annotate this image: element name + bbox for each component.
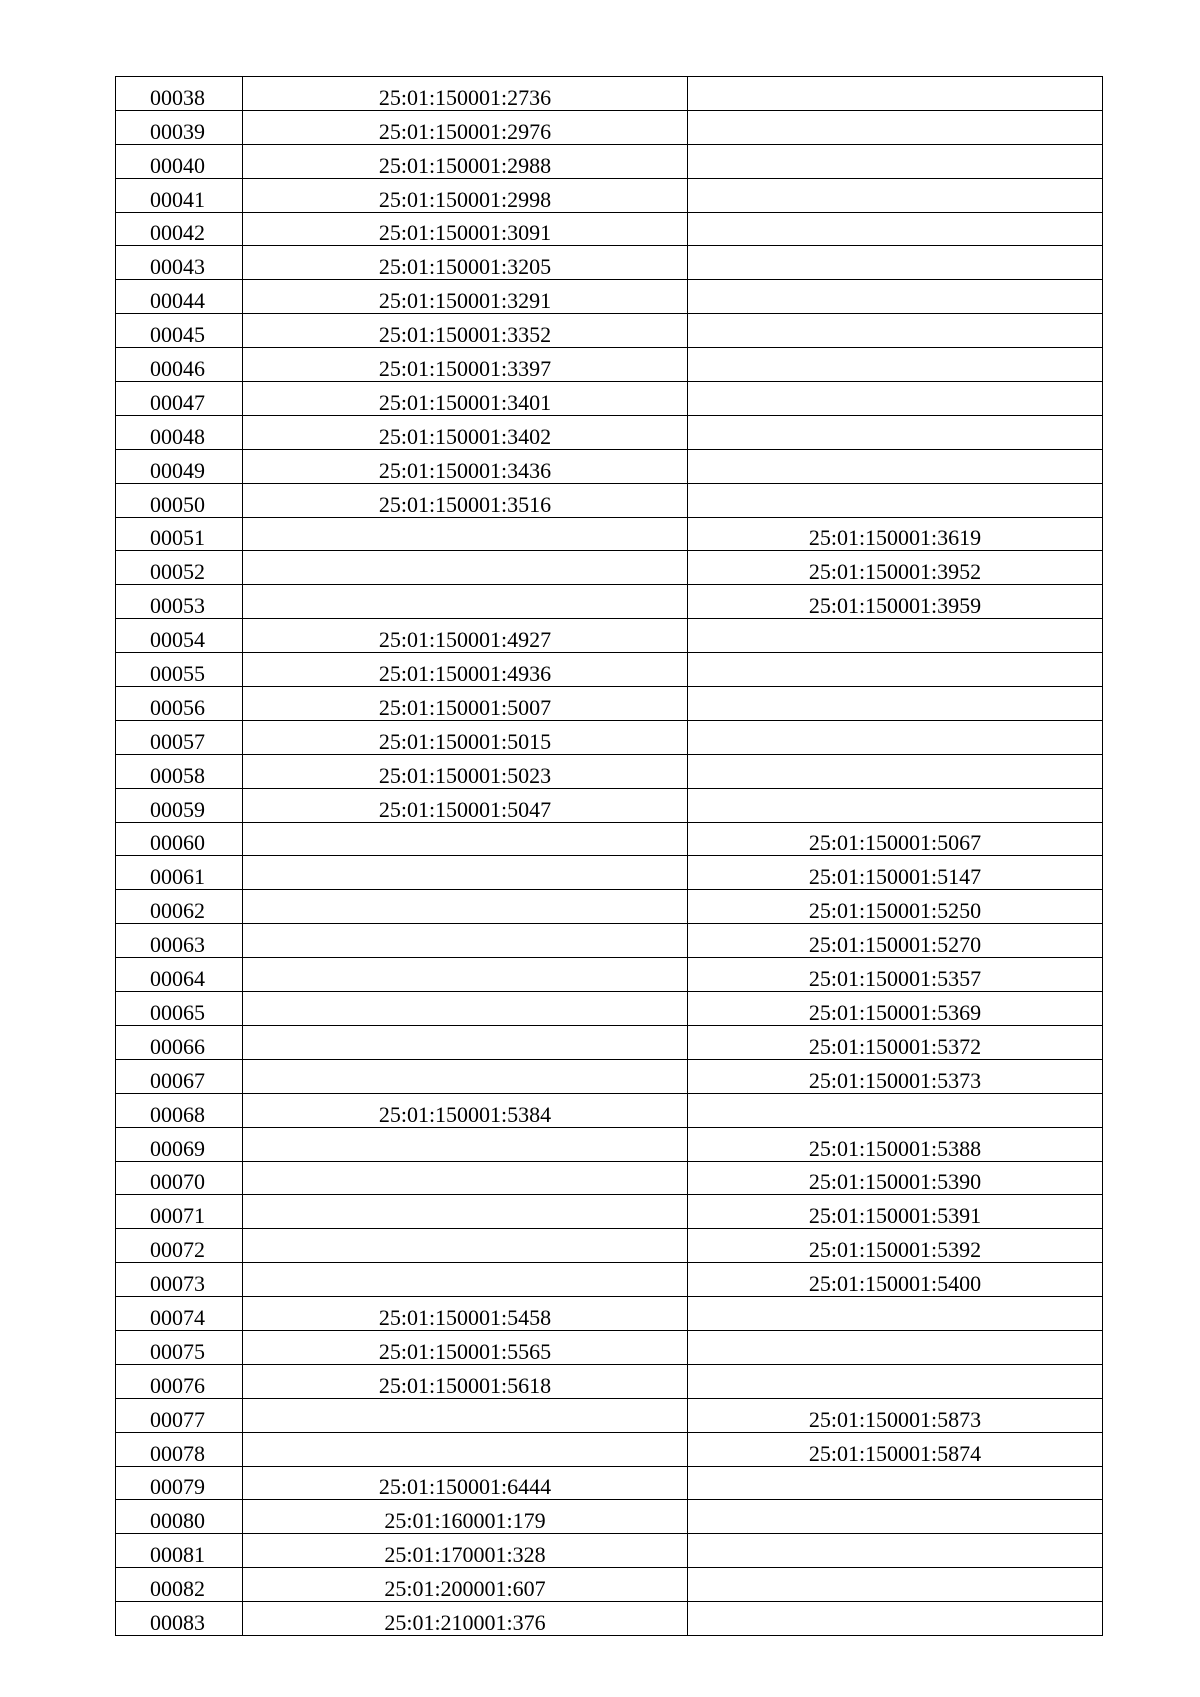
cadastral-number-cell-col2: 25:01:150001:3205 <box>243 246 688 280</box>
row-number-cell: 00064 <box>116 958 243 992</box>
row-number-cell: 00072 <box>116 1229 243 1263</box>
row-number-cell: 00041 <box>116 178 243 212</box>
table-row <box>116 1161 1103 1195</box>
cadastral-number-cell-col2: 25:01:150001:2988 <box>243 144 688 178</box>
cadastral-number-cell-col2 <box>243 585 688 619</box>
cadastral-number-cell-col2 <box>243 822 688 856</box>
cadastral-number-cell-col2: 25:01:200001:607 <box>243 1568 688 1602</box>
row-number-cell: 00074 <box>116 1297 243 1331</box>
cadastral-number-cell-col3: 25:01:150001:5270 <box>688 924 1103 958</box>
table-row <box>116 585 1103 619</box>
table-row <box>116 754 1103 788</box>
row-number-cell: 00054 <box>116 619 243 653</box>
cadastral-number-cell-col3: 25:01:150001:5067 <box>688 822 1103 856</box>
table-row <box>116 992 1103 1026</box>
cadastral-number-cell-col2 <box>243 992 688 1026</box>
row-number-cell: 00066 <box>116 1025 243 1059</box>
table-row <box>116 1602 1103 1636</box>
cadastral-number-cell-col3 <box>688 212 1103 246</box>
row-number-cell: 00079 <box>116 1466 243 1500</box>
cadastral-number-cell-col3 <box>688 144 1103 178</box>
table-row <box>116 1025 1103 1059</box>
row-number-cell: 00078 <box>116 1432 243 1466</box>
row-number-cell: 00050 <box>116 483 243 517</box>
cadastral-number-cell-col3: 25:01:150001:5874 <box>688 1432 1103 1466</box>
cadastral-number-cell-col2: 25:01:170001:328 <box>243 1534 688 1568</box>
table-row <box>116 924 1103 958</box>
cadastral-number-cell-col2: 25:01:150001:3401 <box>243 382 688 416</box>
row-number-cell: 00067 <box>116 1059 243 1093</box>
row-number-cell: 00044 <box>116 280 243 314</box>
cadastral-number-cell-col2: 25:01:150001:5023 <box>243 754 688 788</box>
table-row <box>116 1364 1103 1398</box>
table-row <box>116 822 1103 856</box>
table-row <box>116 1195 1103 1229</box>
row-number-cell: 00038 <box>116 77 243 111</box>
table-row <box>116 212 1103 246</box>
table-row <box>116 110 1103 144</box>
cadastral-number-cell-col3 <box>688 382 1103 416</box>
cadastral-number-cell-col2: 25:01:150001:4927 <box>243 619 688 653</box>
cadastral-number-cell-col3 <box>688 314 1103 348</box>
cadastral-number-cell-col2 <box>243 1127 688 1161</box>
cadastral-number-cell-col3 <box>688 754 1103 788</box>
cadastral-number-cell-col2 <box>243 1229 688 1263</box>
cadastral-number-cell-col2 <box>243 1263 688 1297</box>
table-row <box>116 517 1103 551</box>
cadastral-number-cell-col2 <box>243 1059 688 1093</box>
cadastral-number-cell-col2: 25:01:150001:3402 <box>243 415 688 449</box>
row-number-cell: 00043 <box>116 246 243 280</box>
table-row <box>116 1093 1103 1127</box>
cadastral-number-cell-col3 <box>688 653 1103 687</box>
cadastral-number-cell-col3 <box>688 483 1103 517</box>
cadastral-number-cell-col3: 25:01:150001:5357 <box>688 958 1103 992</box>
row-number-cell: 00077 <box>116 1398 243 1432</box>
cadastral-number-cell-col3 <box>688 1568 1103 1602</box>
row-number-cell: 00059 <box>116 788 243 822</box>
table-row <box>116 720 1103 754</box>
table-row <box>116 1534 1103 1568</box>
row-number-cell: 00053 <box>116 585 243 619</box>
row-number-cell: 00082 <box>116 1568 243 1602</box>
cadastral-number-cell-col3 <box>688 415 1103 449</box>
row-number-cell: 00051 <box>116 517 243 551</box>
table-row <box>116 856 1103 890</box>
cadastral-number-cell-col3: 25:01:150001:5392 <box>688 1229 1103 1263</box>
row-number-cell: 00075 <box>116 1330 243 1364</box>
table-row <box>116 382 1103 416</box>
cadastral-number-cell-col3 <box>688 1093 1103 1127</box>
cadastral-number-cell-col2 <box>243 924 688 958</box>
row-number-cell: 00071 <box>116 1195 243 1229</box>
cadastral-number-cell-col3 <box>688 1297 1103 1331</box>
table-row <box>116 1127 1103 1161</box>
row-number-cell: 00073 <box>116 1263 243 1297</box>
cadastral-number-cell-col2: 25:01:150001:5618 <box>243 1364 688 1398</box>
cadastral-number-cell-col3: 25:01:150001:5373 <box>688 1059 1103 1093</box>
cadastral-number-cell-col2 <box>243 517 688 551</box>
cadastral-number-cell-col3: 25:01:150001:5388 <box>688 1127 1103 1161</box>
cadastral-number-cell-col3: 25:01:150001:5390 <box>688 1161 1103 1195</box>
table-row <box>116 1500 1103 1534</box>
table-row <box>116 77 1103 111</box>
row-number-cell: 00069 <box>116 1127 243 1161</box>
cadastral-number-cell-col3 <box>688 619 1103 653</box>
row-number-cell: 00076 <box>116 1364 243 1398</box>
row-number-cell: 00065 <box>116 992 243 1026</box>
table-row <box>116 280 1103 314</box>
cadastral-number-cell-col2: 25:01:150001:5047 <box>243 788 688 822</box>
table-row <box>116 1263 1103 1297</box>
cadastral-number-cell-col2: 25:01:150001:2998 <box>243 178 688 212</box>
cadastral-number-cell-col3 <box>688 246 1103 280</box>
table-row <box>116 958 1103 992</box>
table-row <box>116 415 1103 449</box>
cadastral-number-cell-col3 <box>688 1500 1103 1534</box>
table-row <box>116 890 1103 924</box>
cadastral-number-cell-col3 <box>688 1466 1103 1500</box>
cadastral-number-cell-col2: 25:01:150001:6444 <box>243 1466 688 1500</box>
row-number-cell: 00068 <box>116 1093 243 1127</box>
table-row <box>116 144 1103 178</box>
cadastral-number-cell-col3: 25:01:150001:5372 <box>688 1025 1103 1059</box>
table-row <box>116 788 1103 822</box>
row-number-cell: 00057 <box>116 720 243 754</box>
cadastral-number-cell-col2: 25:01:150001:3352 <box>243 314 688 348</box>
row-number-cell: 00042 <box>116 212 243 246</box>
row-number-cell: 00060 <box>116 822 243 856</box>
cadastral-number-cell-col2 <box>243 1195 688 1229</box>
table-row <box>116 687 1103 721</box>
cadastral-number-cell-col3 <box>688 720 1103 754</box>
row-number-cell: 00062 <box>116 890 243 924</box>
cadastral-number-cell-col3 <box>688 110 1103 144</box>
table-row <box>116 1466 1103 1500</box>
cadastral-number-cell-col2: 25:01:210001:376 <box>243 1602 688 1636</box>
row-number-cell: 00049 <box>116 449 243 483</box>
cadastral-number-cell-col2: 25:01:150001:5565 <box>243 1330 688 1364</box>
row-number-cell: 00047 <box>116 382 243 416</box>
table-row <box>116 1568 1103 1602</box>
cadastral-number-cell-col2: 25:01:150001:5015 <box>243 720 688 754</box>
row-number-cell: 00040 <box>116 144 243 178</box>
cadastral-number-cell-col2 <box>243 1398 688 1432</box>
data-table <box>115 76 1103 1636</box>
cadastral-number-cell-col3 <box>688 280 1103 314</box>
table-row <box>116 551 1103 585</box>
cadastral-number-cell-col3 <box>688 1330 1103 1364</box>
cadastral-number-cell-col2 <box>243 1161 688 1195</box>
table-row <box>116 314 1103 348</box>
cadastral-number-cell-col3: 25:01:150001:5369 <box>688 992 1103 1026</box>
cadastral-number-cell-col2: 25:01:150001:5007 <box>243 687 688 721</box>
table-row <box>116 1059 1103 1093</box>
cadastral-number-cell-col3: 25:01:150001:5147 <box>688 856 1103 890</box>
table-row <box>116 653 1103 687</box>
table-row <box>116 1398 1103 1432</box>
table-row <box>116 1432 1103 1466</box>
row-number-cell: 00058 <box>116 754 243 788</box>
cadastral-number-cell-col3: 25:01:150001:5250 <box>688 890 1103 924</box>
cadastral-number-cell-col2: 25:01:150001:3291 <box>243 280 688 314</box>
cadastral-number-cell-col2: 25:01:150001:2736 <box>243 77 688 111</box>
row-number-cell: 00061 <box>116 856 243 890</box>
cadastral-number-cell-col3: 25:01:150001:3619 <box>688 517 1103 551</box>
row-number-cell: 00039 <box>116 110 243 144</box>
cadastral-number-cell-col2 <box>243 1025 688 1059</box>
cadastral-number-cell-col2: 25:01:150001:3516 <box>243 483 688 517</box>
row-number-cell: 00081 <box>116 1534 243 1568</box>
cadastral-number-cell-col2 <box>243 551 688 585</box>
table-row <box>116 1297 1103 1331</box>
row-number-cell: 00055 <box>116 653 243 687</box>
cadastral-number-cell-col3: 25:01:150001:5873 <box>688 1398 1103 1432</box>
cadastral-number-cell-col3: 25:01:150001:3952 <box>688 551 1103 585</box>
cadastral-number-cell-col2 <box>243 856 688 890</box>
cadastral-number-cell-col3 <box>688 178 1103 212</box>
cadastral-number-cell-col3: 25:01:150001:3959 <box>688 585 1103 619</box>
cadastral-number-cell-col2: 25:01:150001:3091 <box>243 212 688 246</box>
table-row <box>116 483 1103 517</box>
cadastral-number-cell-col2: 25:01:150001:3436 <box>243 449 688 483</box>
cadastral-number-cell-col3 <box>688 1364 1103 1398</box>
row-number-cell: 00083 <box>116 1602 243 1636</box>
cadastral-number-cell-col3 <box>688 77 1103 111</box>
table-row <box>116 1229 1103 1263</box>
cadastral-number-cell-col2: 25:01:150001:3397 <box>243 348 688 382</box>
cadastral-number-cell-col3 <box>688 1602 1103 1636</box>
row-number-cell: 00063 <box>116 924 243 958</box>
table-body <box>116 77 1103 1636</box>
table-row <box>116 619 1103 653</box>
cadastral-number-cell-col2: 25:01:150001:5384 <box>243 1093 688 1127</box>
table-row <box>116 246 1103 280</box>
cadastral-number-cell-col3: 25:01:150001:5391 <box>688 1195 1103 1229</box>
row-number-cell: 00045 <box>116 314 243 348</box>
row-number-cell: 00070 <box>116 1161 243 1195</box>
row-number-cell: 00052 <box>116 551 243 585</box>
cadastral-number-cell-col3 <box>688 1534 1103 1568</box>
cadastral-number-cell-col2 <box>243 958 688 992</box>
cadastral-number-cell-col3 <box>688 687 1103 721</box>
cadastral-number-cell-col2 <box>243 1432 688 1466</box>
table-row <box>116 1330 1103 1364</box>
cadastral-number-cell-col2 <box>243 890 688 924</box>
cadastral-number-cell-col2: 25:01:150001:2976 <box>243 110 688 144</box>
cadastral-number-cell-col3: 25:01:150001:5400 <box>688 1263 1103 1297</box>
table-row <box>116 348 1103 382</box>
table-row <box>116 178 1103 212</box>
cadastral-number-cell-col3 <box>688 449 1103 483</box>
row-number-cell: 00046 <box>116 348 243 382</box>
row-number-cell: 00080 <box>116 1500 243 1534</box>
cadastral-number-cell-col2: 25:01:160001:179 <box>243 1500 688 1534</box>
row-number-cell: 00056 <box>116 687 243 721</box>
cadastral-number-cell-col2: 25:01:150001:4936 <box>243 653 688 687</box>
cadastral-number-cell-col3 <box>688 348 1103 382</box>
cadastral-number-cell-col2: 25:01:150001:5458 <box>243 1297 688 1331</box>
row-number-cell: 00048 <box>116 415 243 449</box>
table-row <box>116 449 1103 483</box>
cadastral-number-cell-col3 <box>688 788 1103 822</box>
